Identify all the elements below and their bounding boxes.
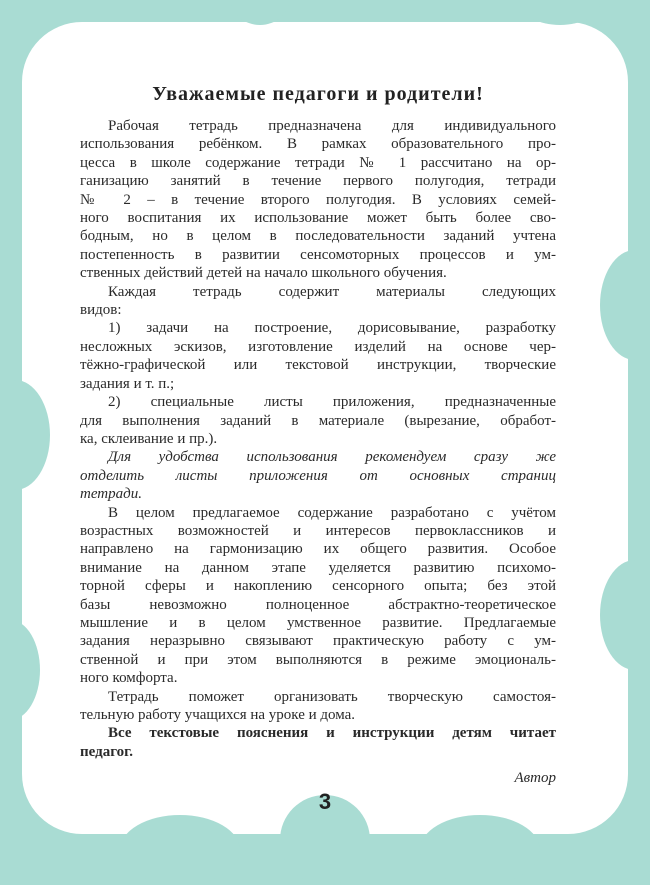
text-line: несложных эскизов, изготовление изделий на основе чер- (80, 338, 556, 355)
paragraph (80, 283, 556, 320)
text-line: Для удобства использования рекомендуем сразу же (108, 449, 556, 466)
text-line: возрастных возможностей и интересов первоклассников и (80, 522, 556, 539)
paragraph (80, 319, 556, 393)
text-line: ного комфорта. (80, 670, 178, 687)
text-line: Рабочая тетрадь предназначена для индивидуального (108, 118, 556, 134)
text-line: 2) специальные листы приложения, предназначенные (108, 394, 556, 411)
decorative-blob (420, 815, 540, 885)
text-line: ственной и при этом выполняются в режиме эмоциональ- (80, 651, 556, 668)
text-line: мышление и в целом умственное развитие. Предлагаемые (80, 614, 556, 631)
text-line: для выполнения заданий в материале (вырезание, обработ- (80, 412, 556, 429)
document-body (80, 82, 556, 788)
paragraph (80, 504, 556, 688)
text-line: задания неразрывно связывают практическую работу с ум- (80, 633, 556, 650)
paragraph (80, 688, 556, 725)
decorative-blob (120, 815, 240, 885)
text-line: постепенность в развитии сенсомоторных процессов и ум- (80, 246, 556, 263)
text-line: Каждая тетрадь содержит материалы следующих (108, 283, 556, 300)
text-line: внимание на данном этапе уделяется развитию психомо- (80, 559, 556, 576)
text-line: ганизацию занятий в течение первого полугодия, тетради (80, 173, 556, 190)
text-line: Тетрадь поможет организовать творческую самостоя- (108, 688, 556, 705)
text-line: торной сферы и накоплению сенсорного опыта; без этой (80, 578, 556, 595)
page-title: Уважаемые педагоги и родители! (152, 83, 484, 105)
text-line: задания и т. п.; (80, 375, 175, 392)
text-line: тельную работу учащихся на уроке и дома. (80, 707, 356, 723)
text-line: базы невозможно полноценное абстрактно-теоретическое (80, 596, 556, 613)
text-line: направлено на гармонизацию их общего развития. Особое (80, 541, 556, 558)
paragraph (80, 117, 556, 283)
page-number: 3 (318, 789, 332, 814)
text-line: использования ребёнком. В рамках образовательного про- (80, 136, 556, 153)
text-line: тетради. (80, 486, 142, 503)
paragraph (80, 393, 556, 448)
text-line: педагог. (80, 743, 133, 760)
paragraph (80, 724, 556, 761)
paragraph (80, 448, 556, 503)
paragraphs (80, 117, 556, 761)
text-line: видов: (80, 302, 122, 319)
text-line: ка, склеивание и пр.). (80, 430, 218, 447)
text-line: ственных действий детей на начало школьного обучения. (80, 265, 447, 282)
author-signature: Автор (514, 770, 556, 787)
text-line: цесса в школе содержание тетради № 1 рассчитано на ор- (80, 154, 556, 171)
text-line: бодным, но в целом в последовательности заданий учтена (80, 228, 556, 245)
text-line: Все текстовые пояснения и инструкции детям читает (108, 725, 556, 742)
text-line: 1) задачи на построение, дорисовывание, разработку (108, 320, 556, 337)
text-line: № 2 – в течение второго полугодия. В условиях семей- (80, 191, 556, 208)
text-line: тёжно-графической или текстовой инструкции, творческие (80, 357, 556, 374)
text-line: В целом предлагаемое содержание разработано с учётом (108, 504, 556, 521)
text-line: отделить листы приложения от основных страниц (80, 467, 556, 484)
text-line: ного воспитания их использование может быть более сво- (80, 210, 556, 227)
